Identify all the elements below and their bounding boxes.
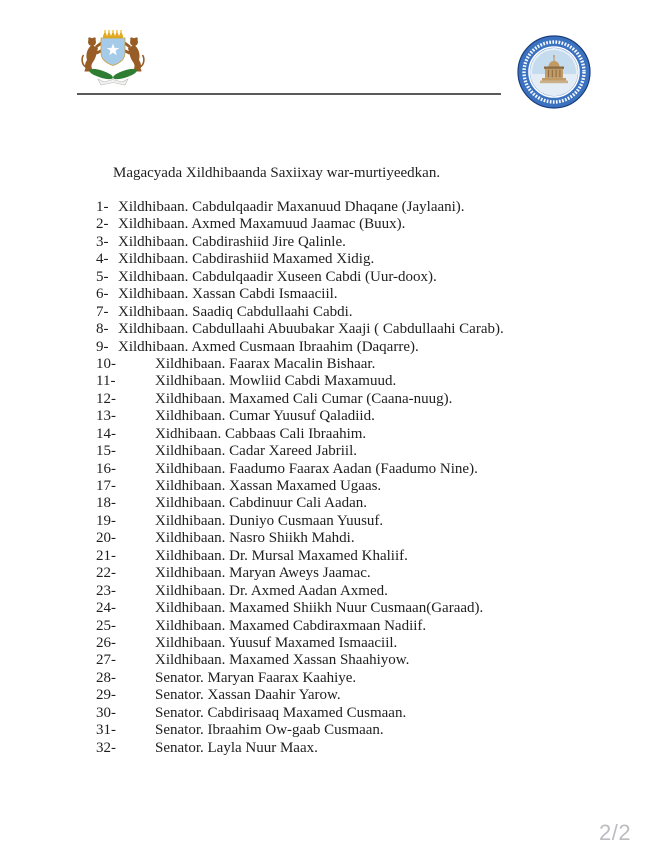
list-item-number: 18-	[96, 495, 116, 512]
list-item-number: 14-	[96, 425, 116, 442]
list-item-text: Xildhibaan. Maxamed Xassan Shaahiyow.	[155, 652, 410, 669]
list-item-number: 26-	[96, 634, 116, 651]
list-item-text: Xildhibaan. Cumar Yuusuf Qaladiid.	[155, 408, 375, 425]
list-item	[96, 373, 504, 390]
list-item-text: Xildhibaan. Cabdirashiid Maxamed Xidig.	[118, 251, 375, 268]
list-item-text: Senator. Xassan Daahir Yarow.	[155, 687, 341, 704]
list-item-number: 32-	[96, 739, 116, 756]
page-indicator: 2/2	[599, 820, 632, 845]
list-item-number: 3-	[96, 233, 109, 250]
list-item	[96, 740, 504, 757]
list-item	[96, 269, 504, 286]
list-item-text: Xildhibaan. Nasro Shiikh Mahdi.	[155, 530, 355, 547]
list-item	[96, 304, 504, 321]
list-item-number: 8-	[96, 321, 109, 338]
list-item-text: Xildhibaan. Xassan Cabdi Ismaaciil.	[118, 286, 338, 303]
list-item-number: 25-	[96, 617, 116, 634]
list-item-number: 13-	[96, 408, 116, 425]
list-item	[96, 495, 504, 512]
list-item	[96, 548, 504, 565]
list-item-text: Senator. Maryan Faarax Kaahiye.	[155, 669, 357, 686]
list-item-text: Xildhibaan. Yuusuf Maxamed Ismaaciil.	[155, 634, 398, 651]
list-item-number: 29-	[96, 687, 116, 704]
list-item	[96, 443, 504, 460]
list-item	[96, 216, 504, 233]
list-item-text: Xildhibaan. Cabdirashiid Jire Qalinle.	[118, 233, 346, 250]
list-item-text: Xildhibaan. Cabdullaahi Abuubakar Xaaji ( Cabdullaahi Carab).	[118, 321, 504, 338]
list-item-text: Xildhibaan. Faadumo Faarax Aadan (Faadumo Nine).	[155, 460, 478, 477]
list-item-number: 31-	[96, 722, 116, 739]
list-item-text: Xildhibaan. Maxamed Cali Cumar (Caana-nuug).	[155, 390, 453, 407]
list-item-text: Senator. Layla Nuur Maax.	[155, 739, 318, 756]
list-item	[96, 635, 504, 652]
list-item-text: Xildhibaan. Maxamed Shiikh Nuur Cusmaan(Garaad).	[155, 600, 484, 617]
list-item	[96, 426, 504, 443]
list-item-text: Xildhibaan. Xassan Maxamed Ugaas.	[155, 478, 382, 494]
list-item	[96, 722, 504, 739]
list-item-number: 6-	[96, 286, 109, 303]
list-item-number: 28-	[96, 669, 116, 686]
list-item-number: 23-	[96, 582, 116, 599]
list-item	[96, 652, 504, 669]
list-item-number: 21-	[96, 547, 116, 564]
list-item	[96, 199, 504, 216]
member-list	[96, 199, 504, 757]
list-item-number: 5-	[96, 268, 109, 285]
list-item	[96, 583, 504, 600]
list-item	[96, 705, 504, 722]
list-item	[96, 408, 504, 425]
list-item-number: 16-	[96, 460, 116, 477]
list-item-number: 12-	[96, 390, 116, 407]
list-item-number: 9-	[96, 338, 109, 355]
list-item-text: Senator. Ibraahim Ow-gaab Cusmaan.	[155, 722, 384, 739]
list-item-number: 30-	[96, 704, 116, 721]
list-item-number: 2-	[96, 216, 109, 233]
list-item-text: Xildhibaan. Duniyo Cusmaan Yuusuf.	[155, 512, 384, 529]
document-title: Magacyada Xildhibaanda Saxiixay war-murtiyeedkan.	[113, 165, 441, 181]
list-item-text: Xildhibaan. Maxamed Cabdiraxmaan Nadiif.	[155, 617, 427, 634]
list-item-text: Xildhibaan. Axmed Cusmaan Ibraahim (Daqarre).	[118, 338, 419, 355]
list-item-text: Xidhibaan. Cabbaas Cali Ibraahim.	[155, 425, 367, 442]
list-item	[96, 234, 504, 251]
list-item	[96, 339, 504, 356]
list-item	[96, 670, 504, 687]
list-item	[96, 391, 504, 408]
list-item-text: Xildhibaan. Faarax Macalin Bishaar.	[155, 355, 376, 372]
list-item-number: 11-	[96, 373, 116, 390]
list-item-text: Xildhibaan. Cadar Xareed Jabriil.	[155, 443, 358, 460]
list-item-text: Senator. Cabdirisaaq Maxamed Cusmaan.	[155, 704, 407, 721]
list-item-text: Xildhibaan. Axmed Maxamuud Jaamac (Buux).	[118, 216, 406, 233]
list-item-text: Xildhibaan. Saadiq Cabdullaahi Cabdi.	[118, 303, 353, 320]
list-item-text: Xildhibaan. Cabdulqaadir Maxanuud Dhaqane (Jaylaani).	[118, 199, 465, 215]
list-item	[96, 565, 504, 582]
list-item	[96, 687, 504, 704]
list-item-number: 17-	[96, 478, 116, 494]
list-item-number: 24-	[96, 600, 116, 617]
list-item-number: 4-	[96, 251, 109, 268]
list-item-number: 1-	[96, 199, 109, 215]
parliament-seal-icon	[517, 35, 591, 109]
list-item-text: Xildhibaan. Dr. Mursal Maxamed Khaliif.	[155, 547, 408, 564]
list-item	[96, 461, 504, 478]
list-item	[96, 530, 504, 547]
list-item-text: Xildhibaan. Cabdulqaadir Xuseen Cabdi (Uur-doox).	[118, 268, 437, 285]
list-item-number: 20-	[96, 530, 116, 547]
list-item	[96, 618, 504, 635]
list-item	[96, 321, 504, 338]
list-item-text: Xildhibaan. Mowliid Cabdi Maxamuud.	[155, 373, 397, 390]
list-item-number: 15-	[96, 443, 116, 460]
list-item-text: Xildhibaan. Cabdinuur Cali Aadan.	[155, 495, 368, 512]
somalia-coat-of-arms-icon	[74, 29, 152, 87]
list-item	[96, 251, 504, 268]
list-item	[96, 513, 504, 530]
list-item	[96, 478, 504, 495]
list-item-number: 22-	[96, 565, 116, 582]
list-item-number: 27-	[96, 652, 116, 669]
list-item-text: Xildhibaan. Maryan Aweys Jaamac.	[155, 565, 371, 582]
list-item-number: 10-	[96, 355, 116, 372]
list-item	[96, 356, 504, 373]
list-item-number: 19-	[96, 512, 116, 529]
list-item-text: Xildhibaan. Dr. Axmed Aadan Axmed.	[155, 582, 388, 599]
header-divider	[77, 93, 501, 95]
list-item	[96, 600, 504, 617]
list-item	[96, 286, 504, 303]
list-item-number: 7-	[96, 303, 109, 320]
